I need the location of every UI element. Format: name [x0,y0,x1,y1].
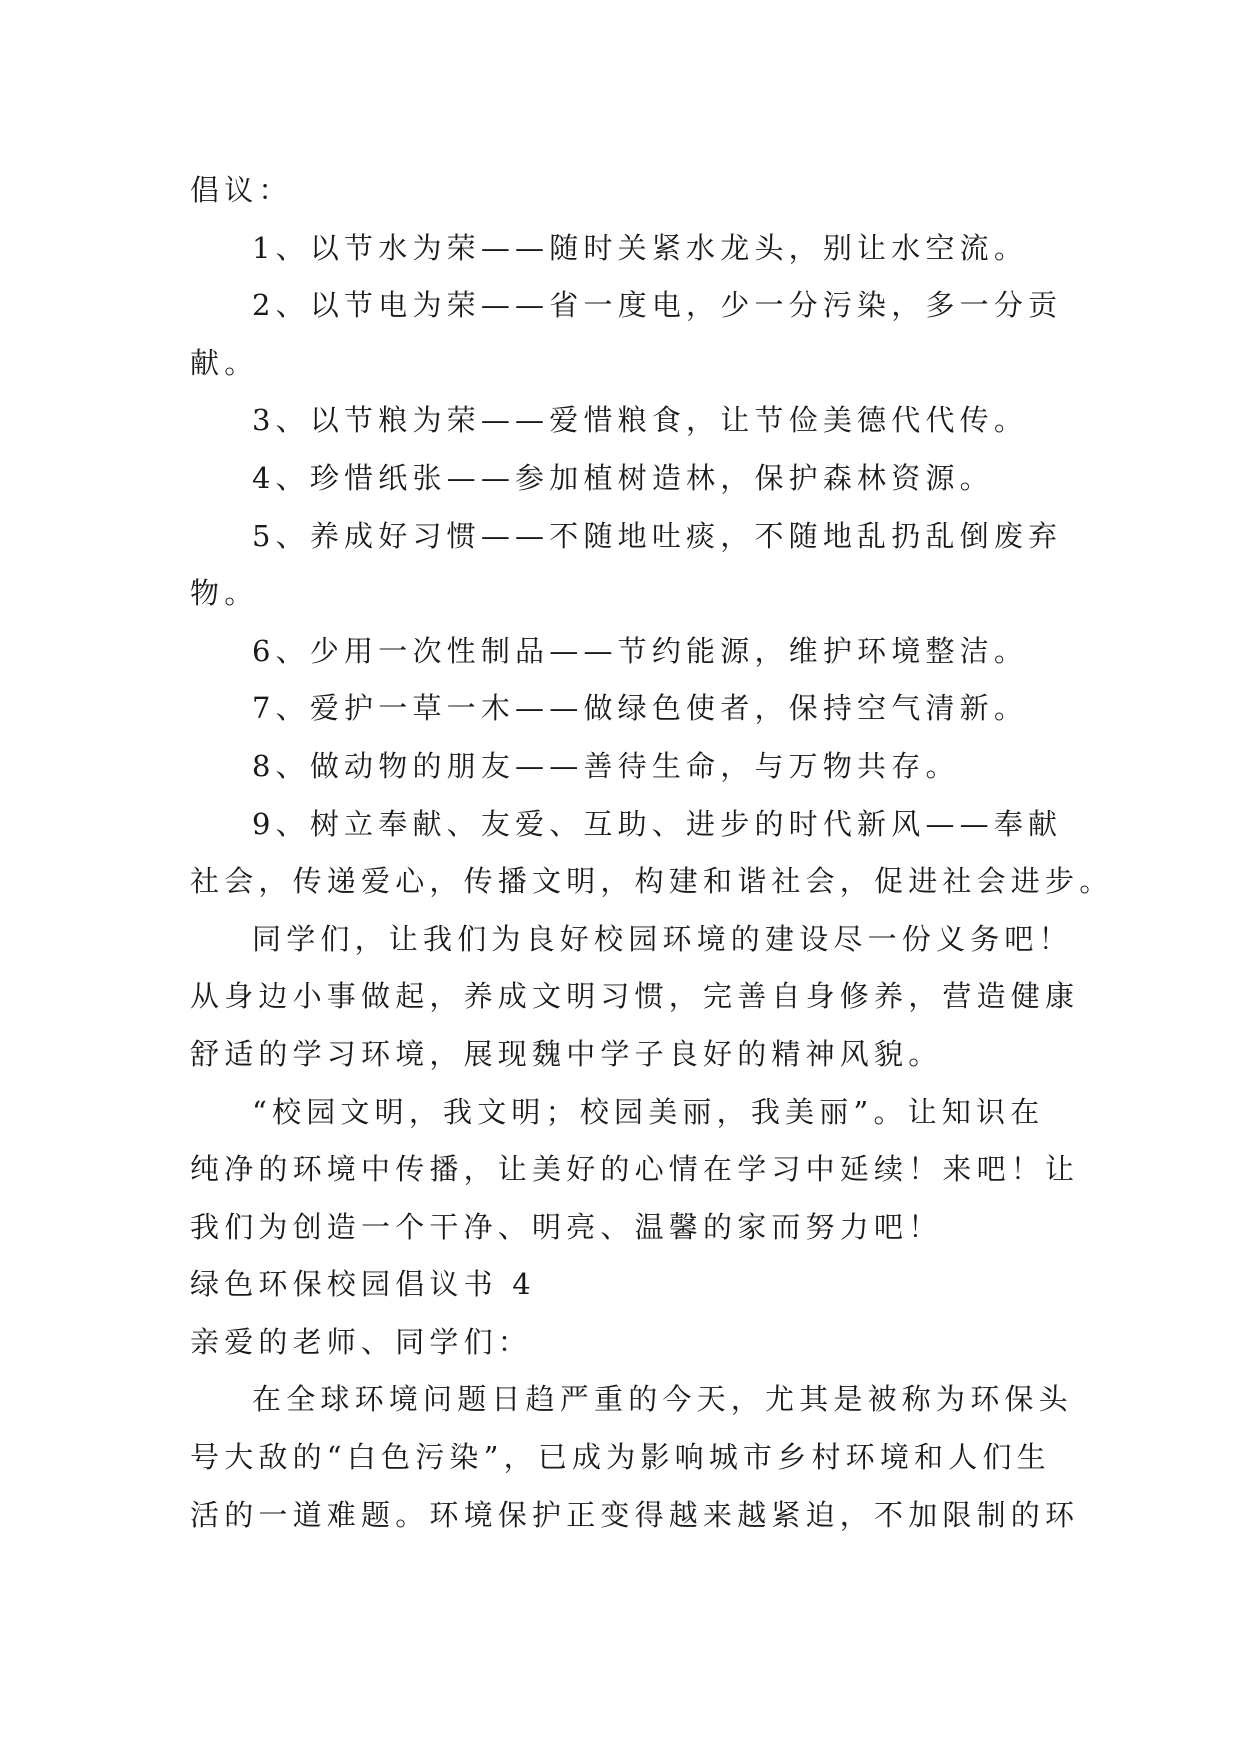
paragraph-intro: 在全球环境问题日趋严重的今天，尤其是被称为环保头 [252,1382,1073,1417]
proposal-item-5-continued: 物。 [190,576,259,611]
proposal-item-2-continued: 献。 [190,345,259,380]
proposal-item-1: 1、以节水为荣——随时关紧水龙头，别让水空流。 [252,230,1029,265]
proposal-item-4: 4、珍惜纸张——参加植树造林，保护森林资源。 [252,460,994,495]
proposal-item-3: 3、以节粮为荣——爱惜粮食，让节俭美德代代传。 [252,403,1029,438]
proposal-item-6: 6、少用一次性制品——节约能源，维护环境整洁。 [252,633,1029,668]
paragraph-classmates-line-3: 舒适的学习环境，展现魏中学子良好的精神风貌。 [190,1036,943,1071]
paragraph-intro-line-2: 号大敌的“白色污染”，已成为影响城市乡村环境和人们生 [190,1440,1051,1475]
proposal-item-5: 5、养成好习惯——不随地吐痰，不随地乱扔乱倒废弃 [252,518,1063,553]
salutation: 亲爱的老师、同学们： [190,1324,533,1359]
proposal-item-8: 8、做动物的朋友——善待生命，与万物共存。 [252,748,960,783]
proposal-item-7: 7、爱护一草一木——做绿色使者，保持空气清新。 [252,691,1029,726]
paragraph-slogan-line-2: 纯净的环境中传播，让美好的心情在学习中延续！来吧！让 [190,1152,1080,1187]
proposal-item-2: 2、以节电为荣——省一度电，少一分污染，多一分贡 [252,288,1063,323]
paragraph-classmates: 同学们，让我们为良好校园环境的建设尽一份义务吧！ [252,921,1073,956]
paragraph-slogan-line-3: 我们为创造一个干净、明亮、温馨的家而努力吧！ [190,1209,943,1244]
section-title-4: 绿色环保校园倡议书 4 [190,1267,536,1302]
section-label-proposal: 倡议： [190,173,293,207]
proposal-item-9: 9、树立奉献、友爱、互助、进步的时代新风——奉献 [252,806,1063,841]
document-body [190,162,1114,1544]
paragraph-classmates-line-2: 从身边小事做起，养成文明习惯，完善自身修养，营造健康 [190,979,1080,1014]
proposal-item-9-continued: 社会，传递爱心，传播文明，构建和谐社会，促进社会进步。 [190,864,1114,899]
paragraph-slogan: “校园文明，我文明；校园美丽，我美丽”。让知识在 [252,1094,1045,1129]
paragraph-intro-line-3: 活的一道难题。环境保护正变得越来越紧迫，不加限制的环 [190,1497,1080,1532]
